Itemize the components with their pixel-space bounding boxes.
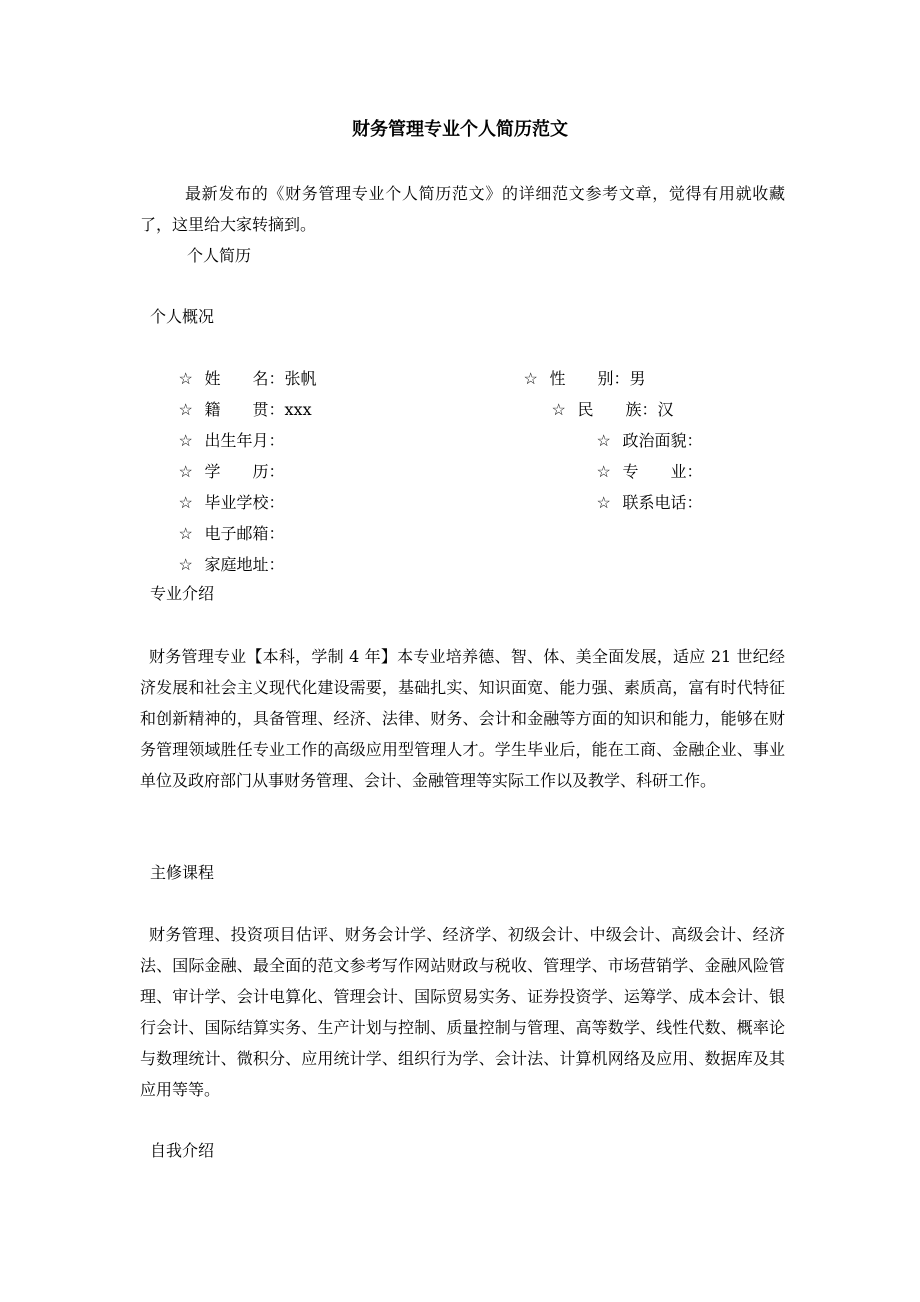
gender-value: 男 xyxy=(629,369,646,388)
courses-heading: 主修课程 xyxy=(150,863,215,882)
political-status-label: 政治面貌： xyxy=(622,431,703,450)
native-place-value: xxx xyxy=(284,400,312,419)
gender-label: 性 别： xyxy=(549,369,630,388)
info-row-education-major xyxy=(0,425,920,481)
star-icon: ☆ xyxy=(596,431,611,450)
email-label: 电子邮箱： xyxy=(204,524,285,543)
star-icon: ☆ xyxy=(178,493,193,512)
star-icon: ☆ xyxy=(178,555,193,574)
info-row-birth-political xyxy=(0,394,920,450)
star-icon: ☆ xyxy=(178,400,193,419)
star-icon: ☆ xyxy=(178,369,193,388)
address-label: 家庭地址： xyxy=(204,555,285,574)
name-label: 姓 名： xyxy=(204,369,285,388)
courses-paragraph: 财务管理、投资项目估评、财务会计学、经济学、初级会计、中级会计、高级会计、经济法、国际金融、最全面的范文参考写作网站财政与税收、管理学、市场营销学、金融风险管理、审计学、会计电算化、管理会计、国际贸易实务、证券投资学、运筹学、成本会计、银行会计、国际结算实务、生产计划与控制、质量控制与管理、高等数学、线性代数、概率论与数理统计、微积分、应用统计学、组织行为学、会计法、计算机网络及应用、数据库及其应用等等。 xyxy=(140,925,785,1099)
star-icon: ☆ xyxy=(178,524,193,543)
star-icon: ☆ xyxy=(523,369,538,388)
info-row-native-ethnicity xyxy=(0,363,920,419)
star-icon: ☆ xyxy=(178,462,193,481)
major-label: 专 业： xyxy=(622,462,703,481)
school-label: 毕业学校： xyxy=(204,493,285,512)
phone-label: 联系电话： xyxy=(622,493,703,512)
info-row-address xyxy=(0,518,920,574)
document-title: 财务管理专业个人简历范文 xyxy=(352,119,568,140)
personal-overview-heading: 个人概况 xyxy=(150,307,215,326)
info-row-email xyxy=(0,487,920,543)
info-row-school-phone xyxy=(0,456,920,512)
major-intro-heading: 专业介绍 xyxy=(150,584,215,603)
resume-label: 个人简历 xyxy=(187,246,252,265)
education-label: 学 历： xyxy=(204,462,285,481)
native-place-label: 籍 贯： xyxy=(204,400,285,419)
star-icon: ☆ xyxy=(596,493,611,512)
self-intro-heading: 自我介绍 xyxy=(150,1141,215,1160)
major-intro-paragraph: 财务管理专业【本科，学制 4 年】本专业培养德、智、体、美全面发展，适应 21 世纪经济发展和社会主义现代化建设需要，基础扎实、知识面宽、能力强、素质高，富有时代特征和创新精神的，具备管理、经济、法律、财务、会计和金融等方面的知识和能力，能够在财务管理领域胜任专业工作的高级应用型管理人才。学生毕业后，能在工商、金融企业、事业单位及政府部门从事财务管理、会计、金融管理等实际工作以及教学、科研工作。 xyxy=(140,647,785,790)
star-icon: ☆ xyxy=(596,462,611,481)
birth-label: 出生年月： xyxy=(204,431,285,450)
info-row-name-gender xyxy=(0,332,920,388)
ethnicity-label: 民 族： xyxy=(577,400,658,419)
star-icon: ☆ xyxy=(178,431,193,450)
name-value: 张帆 xyxy=(284,369,317,388)
intro-paragraph: 最新发布的《财务管理专业个人简历范文》的详细范文参考文章，觉得有用就收藏了，这里给大家转摘到。 xyxy=(140,184,785,234)
ethnicity-value: 汉 xyxy=(657,400,674,419)
star-icon: ☆ xyxy=(551,400,566,419)
